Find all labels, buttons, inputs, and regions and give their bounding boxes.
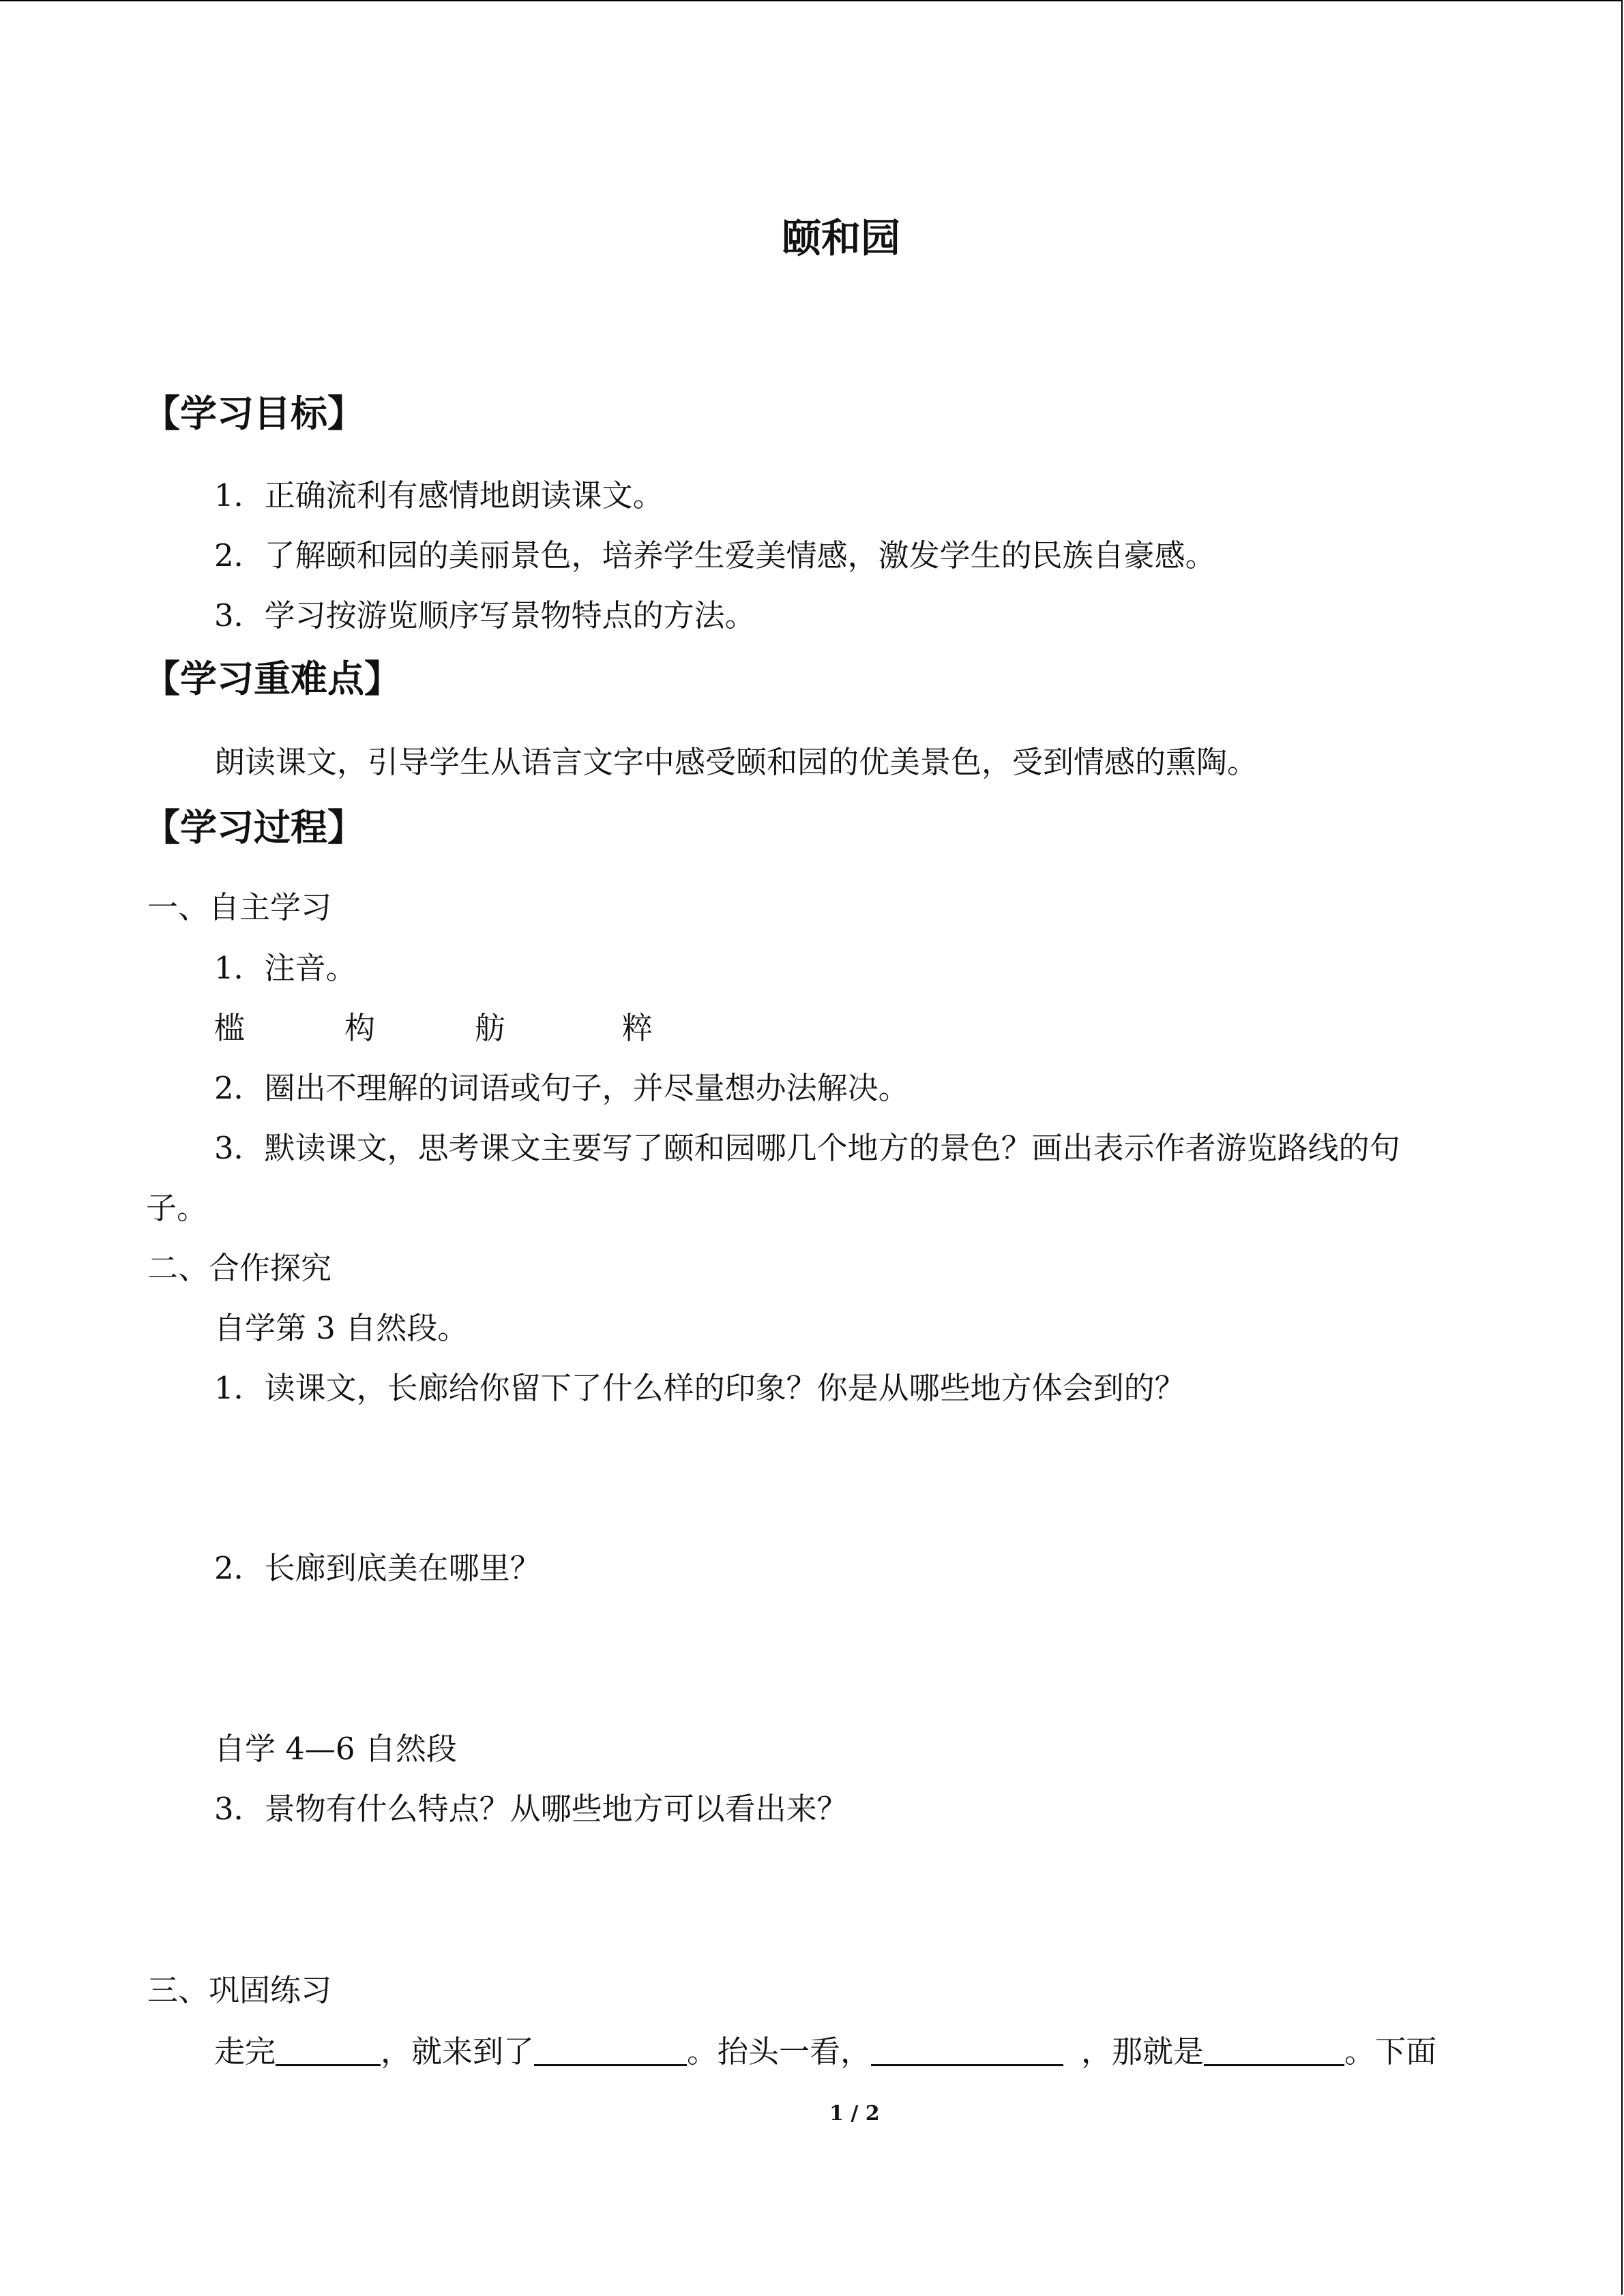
- answer-blank-1[interactable]: [276, 2034, 381, 2066]
- sentence-segment-2: ，就来到了: [381, 2033, 535, 2070]
- part1-title: 一、自主学习: [147, 889, 332, 925]
- fill-in-blank-sentence: [214, 2033, 1437, 2070]
- page-title: 颐和园: [782, 215, 901, 261]
- pinyin-char-3: 舫: [475, 1010, 506, 1046]
- answer-blank-4[interactable]: [1204, 2034, 1344, 2066]
- part1-question-1: 1．注音。: [214, 950, 357, 986]
- part2-title: 二、合作探究: [147, 1250, 332, 1286]
- pinyin-char-2: 构: [344, 1010, 376, 1046]
- section-heading-objectives: 【学习目标】: [143, 391, 364, 435]
- part2-question-3: 3．景物有什么特点？从哪些地方可以看出来？: [214, 1791, 848, 1827]
- page-number: 1 / 2: [829, 2102, 880, 2126]
- part3-title: 三、巩固练习: [147, 1972, 332, 2008]
- pinyin-char-1: 槛: [214, 1010, 246, 1046]
- answer-blank-3[interactable]: [871, 2034, 1063, 2066]
- sentence-segment-1: 走完: [214, 2033, 276, 2070]
- part1-question-3-line1: 3．默读课文，思考课文主要写了颐和园哪几个地方的景色？画出表示作者游览路线的句: [214, 1130, 1400, 1166]
- sentence-segment-3: 。抬头一看，: [687, 2033, 872, 2070]
- part2-subheading-1: 自学第 3 自然段。: [214, 1310, 469, 1346]
- part1-question-3-line2: 子。: [146, 1190, 208, 1226]
- objective-item-2: 2．了解颐和园的美丽景色，培养学生爱美情感，激发学生的民族自豪感。: [214, 537, 1216, 573]
- section-heading-process: 【学习过程】: [143, 805, 364, 849]
- pinyin-char-4: 粹: [622, 1010, 653, 1046]
- part2-question-1: 1．读课文，长廊给你留下了什么样的印象？你是从哪些地方体会到的？: [214, 1370, 1185, 1406]
- objective-item-1: 1．正确流利有感情地朗读课文。: [214, 477, 664, 513]
- section-heading-key-points: 【学习重难点】: [143, 657, 401, 700]
- key-points-text: 朗读课文，引导学生从语言文字中感受颐和园的优美景色，受到情感的熏陶。: [214, 744, 1258, 780]
- objective-item-3: 3．学习按游览顺序写景物特点的方法。: [214, 597, 756, 633]
- part1-question-2: 2．圈出不理解的词语或句子，并尽量想办法解决。: [214, 1070, 909, 1106]
- part2-subheading-2: 自学 4—6 自然段: [214, 1731, 457, 1767]
- sentence-segment-4: ，那就是: [1081, 2033, 1205, 2070]
- sentence-segment-5: 。下面: [1344, 2033, 1437, 2070]
- answer-blank-2[interactable]: [534, 2034, 687, 2066]
- part2-question-2: 2．长廊到底美在哪里？: [214, 1550, 541, 1586]
